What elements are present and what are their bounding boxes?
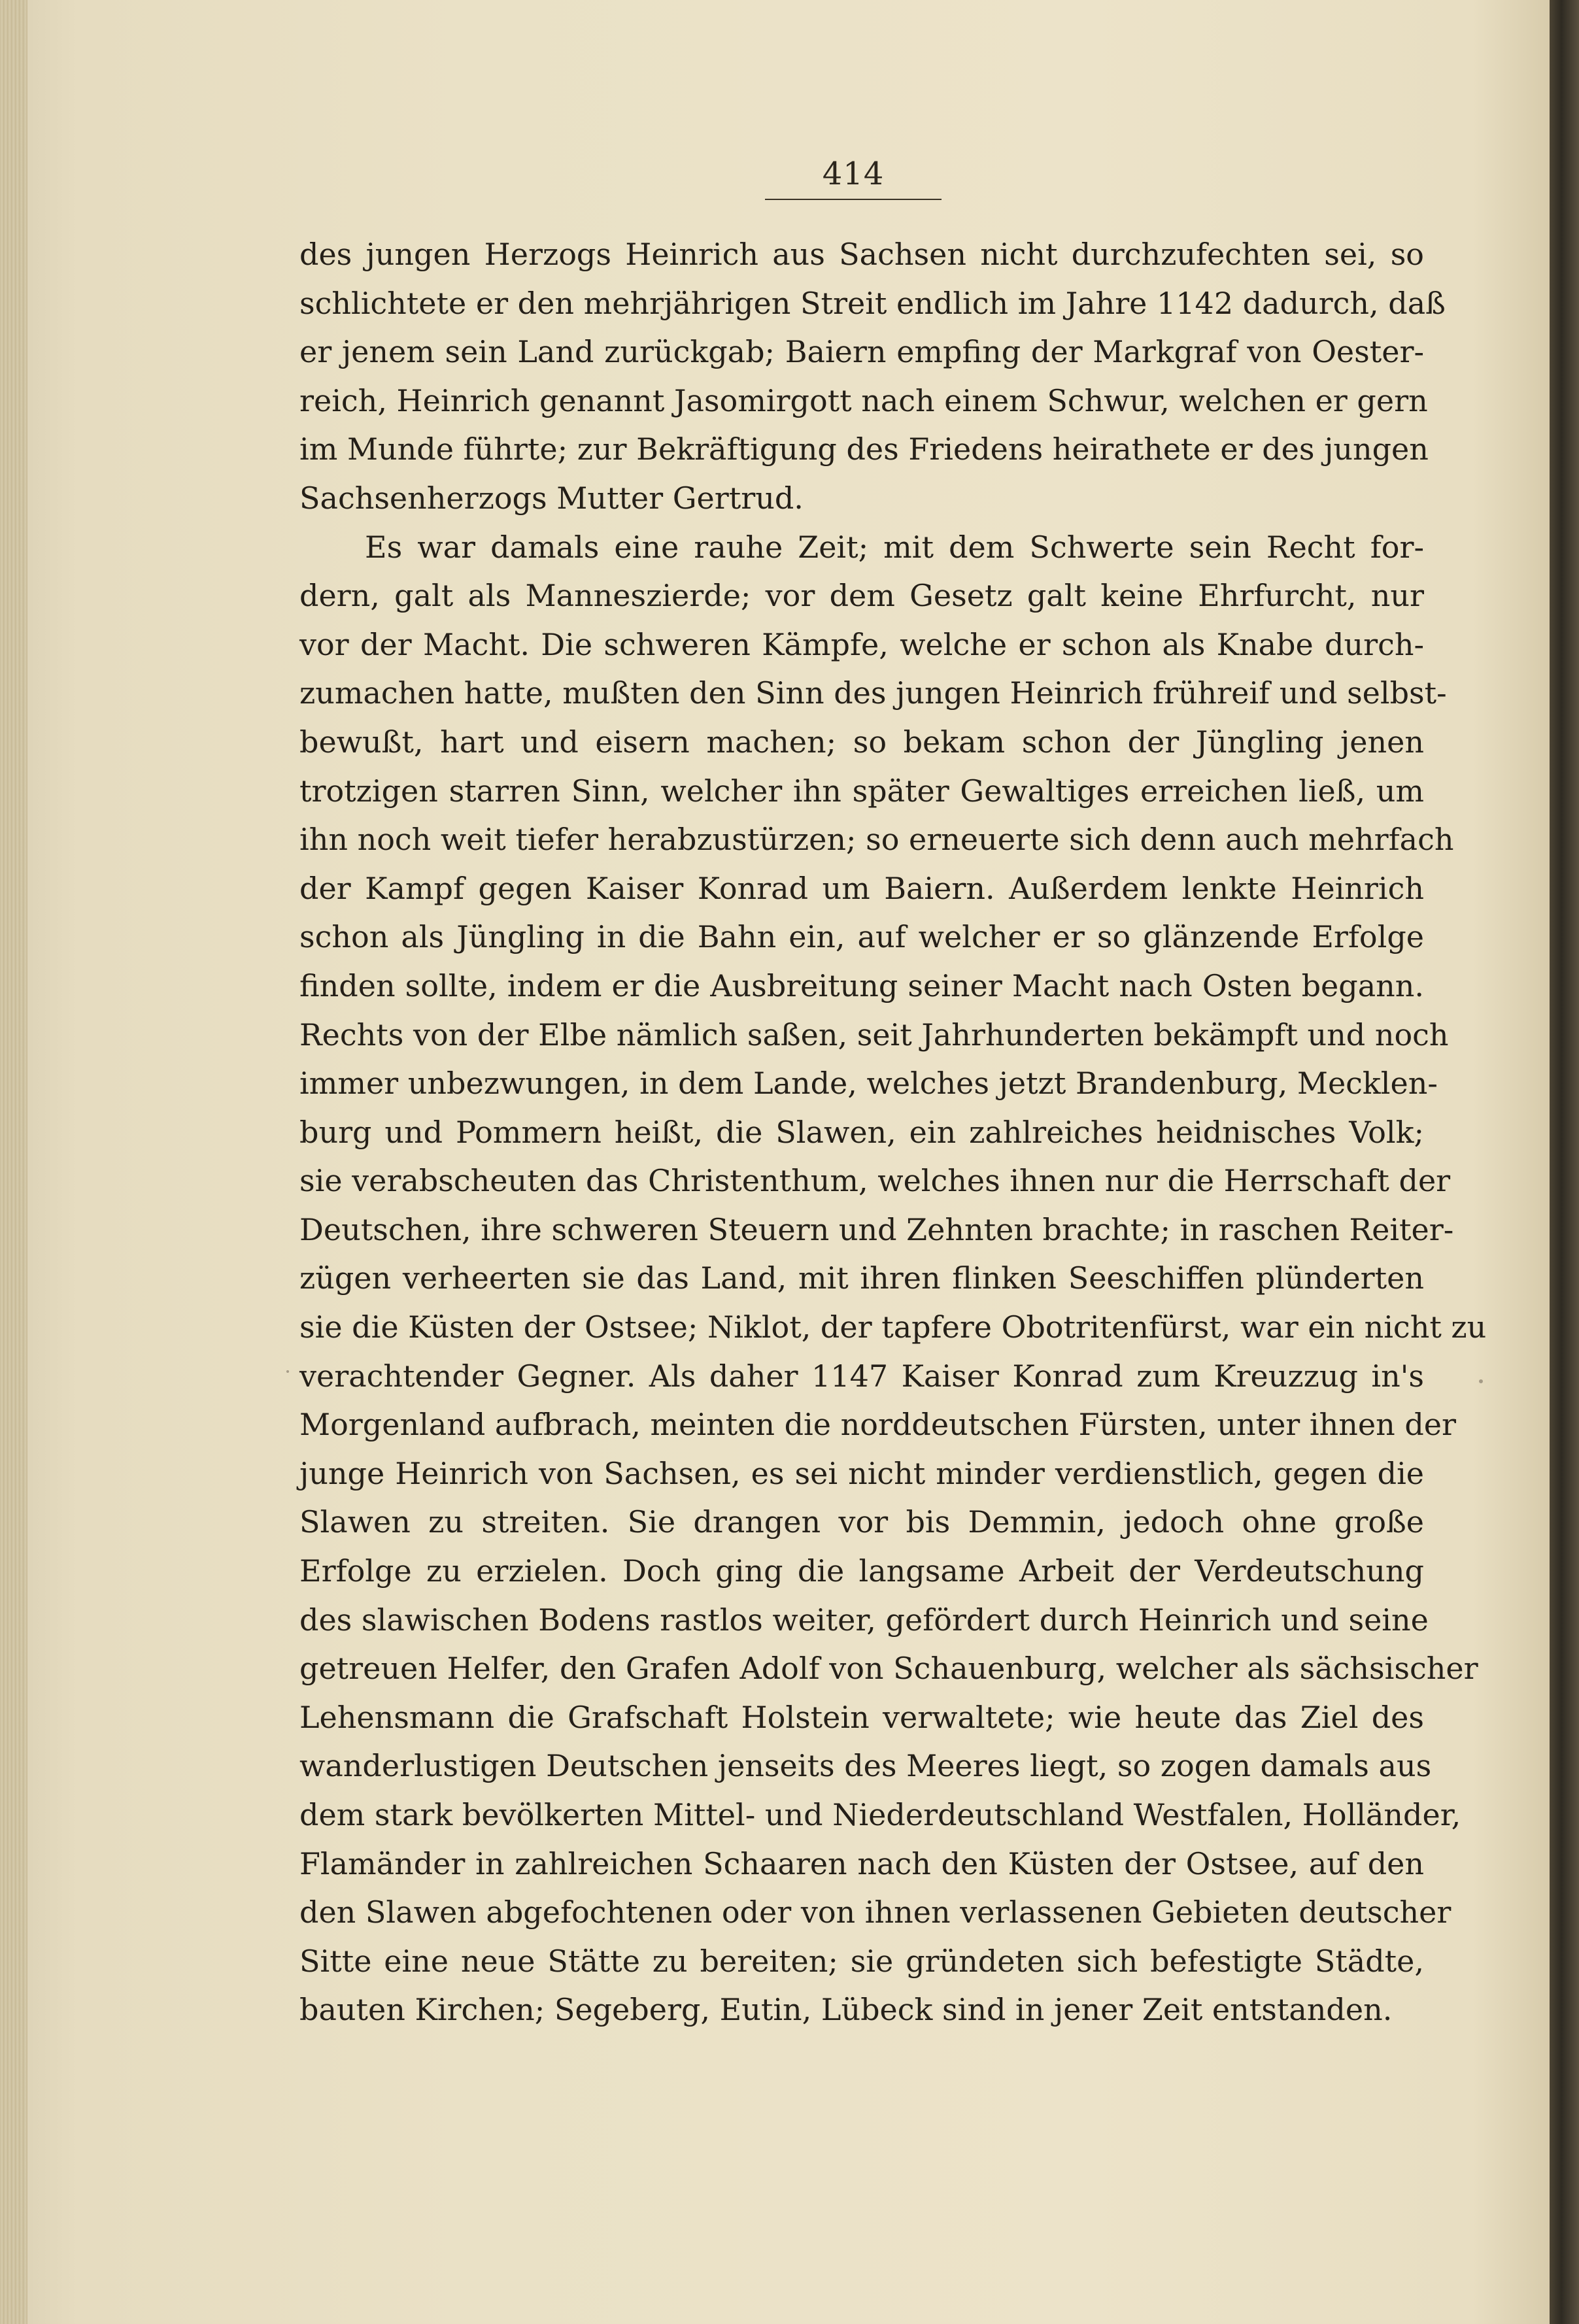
page-number-text: 414	[822, 156, 885, 192]
text-line: burg und Pommern heißt, die Slawen, ein zahlreiches heidnisches Volk;	[299, 1114, 1424, 1150]
text-line: Sitte eine neue Stätte zu bereiten; sie gründeten sich befestigte Städte,	[299, 1943, 1424, 1979]
text-line: wanderlustigen Deutschen jenseits des Meeres liegt, so zogen damals aus	[299, 1748, 1432, 1784]
paragraph	[299, 230, 1446, 523]
paragraph	[299, 523, 1487, 2034]
text-line: immer unbezwungen, in dem Lande, welches jetzt Brandenburg, Mecklen-	[299, 1066, 1438, 1102]
text-line: dern, galt als Manneszierde; vor dem Gesetz galt keine Ehrfurcht, nur	[299, 578, 1424, 614]
text-line: Morgenland aufbrach, meinten die norddeutschen Fürsten, unter ihnen der	[299, 1407, 1457, 1443]
text-line: des jungen Herzogs Heinrich aus Sachsen nicht durchzufechten sei, so	[299, 237, 1424, 272]
paper-speck	[286, 1370, 289, 1373]
text-line: Flamänder in zahlreichen Schaaren nach den Küsten der Ostsee, auf den	[299, 1845, 1424, 1881]
text-line: getreuen Helfer, den Grafen Adolf von Schauenburg, welcher als sächsischer	[299, 1651, 1478, 1687]
text-line: Slawen zu streiten. Sie drangen vor bis Demmin, jedoch ohne große	[299, 1504, 1424, 1540]
text-line: zügen verheerten sie das Land, mit ihren flinken Seeschiffen plünderten	[299, 1260, 1424, 1296]
text-line: sie die Küsten der Ostsee; Niklot, der tapfere Obotritenfürst, war ein nicht zu	[299, 1309, 1487, 1345]
text-line: bauten Kirchen; Segeberg, Eutin, Lübeck sind in jener Zeit entstanden.	[299, 1992, 1393, 2028]
text-line: vor der Macht. Die schweren Kämpfe, welche er schon als Knabe durch-	[299, 626, 1424, 662]
text-line: dem stark bevölkerten Mittel- und Niederdeutschland Westfalen, Holländer,	[299, 1797, 1461, 1832]
page-number	[765, 156, 942, 201]
text-line: Es war damals eine rauhe Zeit; mit dem Schwerte sein Recht for-	[365, 529, 1424, 565]
text-line: trotzigen starren Sinn, welcher ihn später Gewaltiges erreichen ließ, um	[299, 773, 1424, 809]
text-line: ihn noch weit tiefer herabzustürzen; so erneuerte sich denn auch mehrfach	[299, 822, 1454, 858]
page-edge	[1550, 0, 1579, 2324]
text-line: sie verabscheuten das Christenthum, welches ihnen nur die Herrschaft der	[299, 1163, 1451, 1199]
text-line: des slawischen Bodens rastlos weiter, gefördert durch Heinrich und seine	[299, 1602, 1429, 1638]
text-line: er jenem sein Land zurückgab; Baiern empfing der Markgraf von Oester-	[299, 334, 1424, 370]
text-line: Rechts von der Elbe nämlich saßen, seit Jahrhunderten bekämpft und noch	[299, 1017, 1449, 1053]
text-line: bewußt, hart und eisern machen; so bekam schon der Jüngling jenen	[299, 724, 1424, 760]
text-line: schlichtete er den mehrjährigen Streit endlich im Jahre 1142 dadurch, daß	[299, 285, 1446, 321]
text-line: Sachsenherzogs Mutter Gertrud.	[299, 480, 804, 516]
text-line: den Slawen abgefochtenen oder von ihnen verlassenen Gebieten deutscher	[299, 1895, 1452, 1930]
text-line: reich, Heinrich genannt Jasomirgott nach einem Schwur, welchen er gern	[299, 382, 1428, 418]
text-line: verachtender Gegner. Als daher 1147 Kaiser Konrad zum Kreuzzug in's	[299, 1358, 1424, 1394]
header-rule	[765, 199, 942, 200]
text-line: schon als Jüngling in die Bahn ein, auf welcher er so glänzende Erfolge	[299, 919, 1424, 955]
text-line: der Kampf gegen Kaiser Konrad um Baiern. Außerdem lenkte Heinrich	[299, 870, 1424, 906]
body-text	[299, 230, 1487, 2034]
paper-speck	[1479, 1379, 1483, 1383]
text-line: Deutschen, ihre schweren Steuern und Zehnten brachte; in raschen Reiter-	[299, 1211, 1454, 1247]
text-line: zumachen hatte, mußten den Sinn des jungen Heinrich frühreif und selbst-	[299, 675, 1447, 711]
text-line: im Munde führte; zur Bekräftigung des Friedens heirathete er des jungen	[299, 431, 1429, 467]
text-line: Lehensmann die Grafschaft Holstein verwaltete; wie heute das Ziel des	[299, 1699, 1424, 1735]
text-line: Erfolge zu erzielen. Doch ging die langsame Arbeit der Verdeutschung	[299, 1553, 1424, 1589]
text-line: finden sollte, indem er die Ausbreitung seiner Macht nach Osten begann.	[299, 968, 1424, 1003]
text-line: junge Heinrich von Sachsen, es sei nicht minder verdienstlich, gegen die	[299, 1455, 1424, 1491]
